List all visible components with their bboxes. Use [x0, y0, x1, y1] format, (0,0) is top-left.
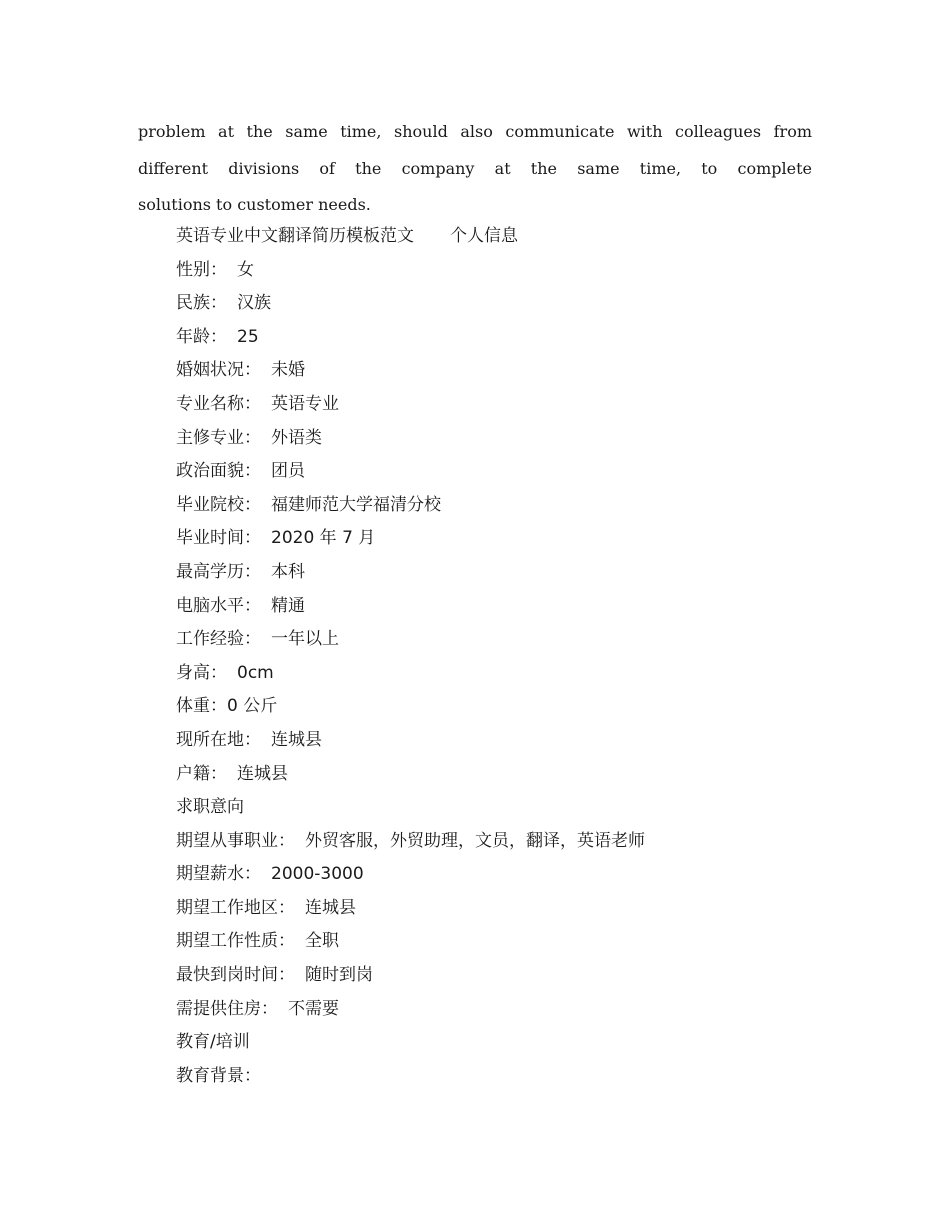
job-row-housing — [176, 993, 816, 1027]
info-row-main-major — [176, 422, 816, 456]
info-value: 连城县 — [271, 729, 322, 750]
info-label: 年龄： — [176, 326, 227, 347]
intro-line: different divisions of the company at the same time, to complete — [138, 158, 812, 178]
info-label: 现所在地： — [176, 729, 261, 750]
job-value: 2000-3000 — [271, 864, 364, 885]
intro-line: solutions to customer needs. — [138, 195, 371, 214]
info-label: 电脑水平： — [176, 595, 261, 616]
job-label: 期望薪水： — [176, 864, 261, 885]
info-row-education-level — [176, 556, 816, 590]
section-title-job-intent: 求职意向 — [176, 797, 244, 818]
info-row-marital-status — [176, 354, 816, 388]
job-value: 连城县 — [305, 897, 356, 918]
job-value: 全职 — [305, 931, 339, 952]
intro-line: problem at the same time, should also communicate with colleagues from — [138, 122, 812, 141]
info-row-household-registration — [176, 758, 816, 792]
info-value: 未婚 — [271, 360, 305, 381]
info-row-school — [176, 489, 816, 523]
info-value: 0cm — [237, 662, 274, 683]
info-label: 身高： — [176, 662, 227, 683]
info-label: 工作经验： — [176, 629, 261, 650]
info-row-age — [176, 321, 816, 355]
job-label: 最快到岗时间： — [176, 965, 295, 986]
info-row-political-status — [176, 455, 816, 489]
info-value: 福建师范大学福清分校 — [271, 494, 441, 515]
info-value: 连城县 — [237, 763, 288, 784]
info-label: 专业名称： — [176, 393, 261, 414]
info-value: 2020 年 7 月 — [271, 528, 376, 549]
section-title-education: 教育/培训 — [176, 1032, 250, 1053]
info-row-major-name — [176, 388, 816, 422]
info-value: 外语类 — [271, 427, 322, 448]
info-label: 毕业院校： — [176, 494, 261, 515]
job-label: 期望工作地区： — [176, 897, 295, 918]
job-label: 需提供住房： — [176, 998, 278, 1019]
job-value: 随时到岗 — [305, 965, 373, 986]
info-label: 主修专业： — [176, 427, 261, 448]
education-background-label: 教育背景： — [176, 1065, 261, 1086]
job-row-desired-position — [176, 825, 816, 859]
job-row-desired-salary — [176, 858, 816, 892]
job-value: 外贸客服，外贸助理，文员，翻译，英语老师 — [305, 830, 645, 851]
resume-list — [176, 220, 816, 1093]
info-value: 精通 — [271, 595, 305, 616]
info-value: 25 — [237, 326, 259, 347]
job-label: 期望从事职业： — [176, 830, 295, 851]
info-value: 本科 — [271, 561, 305, 582]
info-value: 汉族 — [237, 293, 271, 314]
job-value: 不需要 — [288, 998, 339, 1019]
info-row-current-location — [176, 724, 816, 758]
info-label: 毕业时间： — [176, 528, 261, 549]
section-title-personal-info: 个人信息 — [450, 226, 518, 246]
info-row-computer-skill — [176, 590, 816, 624]
resume-title: 英语专业中文翻译简历模板范文 — [176, 226, 414, 246]
info-label: 民族： — [176, 293, 227, 314]
info-row-ethnicity — [176, 287, 816, 321]
info-label: 体重：0 公斤 — [176, 696, 278, 717]
info-row-graduation-date — [176, 522, 816, 556]
info-label: 户籍： — [176, 763, 227, 784]
job-label: 期望工作性质： — [176, 931, 295, 952]
info-value: 女 — [237, 259, 254, 280]
job-row-job-type — [176, 925, 816, 959]
info-row-work-experience — [176, 623, 816, 657]
info-label: 政治面貌： — [176, 461, 261, 482]
info-value: 英语专业 — [271, 393, 339, 414]
intro-paragraph — [138, 114, 812, 224]
info-row-height — [176, 657, 816, 691]
info-value: 一年以上 — [271, 629, 339, 650]
info-label: 婚姻状况： — [176, 360, 261, 381]
info-row-weight — [176, 690, 816, 724]
info-row-gender — [176, 254, 816, 288]
resume-title-row — [176, 220, 816, 254]
job-row-desired-region — [176, 892, 816, 926]
info-label: 最高学历： — [176, 561, 261, 582]
job-row-start-time — [176, 959, 816, 993]
info-value: 团员 — [271, 461, 305, 482]
info-label: 性别： — [176, 259, 227, 280]
